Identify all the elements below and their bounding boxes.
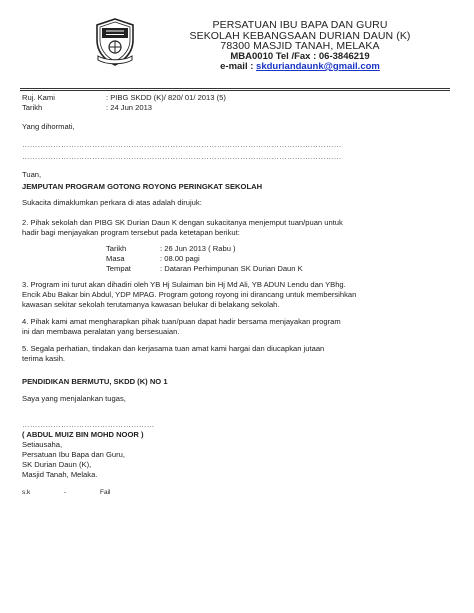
para-5-line-1: 5. Segala perhatian, tindakan dan kerjasama tuan amat kami hargai dan diucapkan jutaan: [22, 344, 325, 353]
cc-value: Fail: [100, 489, 111, 496]
header-divider-top: [20, 88, 450, 89]
detail-value-tempat: : Dataran Perhimpunan SK Durian Daun K: [160, 264, 303, 273]
ref-label: Ruj. Kami: [22, 93, 55, 102]
email-link[interactable]: skduriandaunk@gmail.com: [256, 61, 380, 72]
cc-dash: -: [64, 489, 67, 496]
signer-org-1: Persatuan Ibu Bapa dan Guru,: [22, 450, 126, 459]
detail-label-masa: Masa: [106, 254, 125, 263]
detail-label-tempat: Tempat: [106, 264, 131, 273]
signer-title: Setiausaha,: [22, 440, 63, 449]
para-4-line-2: ini dan membawa peralatan yang bersesuaian.: [22, 327, 180, 336]
para-4-line-1: 4. Pihak kami amat mengharapkan pihak tuan/puan dapat hadir bersama menjayakan program: [22, 317, 341, 326]
subject-line: JEMPUTAN PROGRAM GOTONG ROYONG PERINGKAT SEKOLAH: [22, 182, 263, 191]
detail-label-tarikh: Tarikh: [106, 244, 127, 253]
intro-text: Sukacita dimaklumkan perkara di atas adalah dirujuk:: [22, 198, 202, 207]
contact-line: MBA0010 Tel /Fax : 06-3846219: [230, 50, 370, 62]
signer-org-2: SK Durian Daun (K),: [22, 460, 92, 469]
address-line-1: ……………………………………………………………………………………………………………: [22, 140, 342, 149]
signer-name: ( ABDUL MUIZ BIN MOHD NOOR ): [22, 430, 144, 439]
para-3-line-3: kawasan sekitar sekolah terutamanya kawasan belukar di belakang sekolah.: [22, 300, 280, 309]
detail-value-tarikh: : 26 Jun 2013 ( Rabu ): [160, 244, 236, 253]
org-line-2: SEKOLAH KEBANGSAAN DURIAN DAUN (K): [189, 29, 411, 42]
signer-org-3: Masjid Tanah, Melaka.: [22, 470, 98, 479]
para-5-line-2: terima kasih.: [22, 354, 66, 363]
header-divider-bottom: [20, 90, 450, 91]
org-line-3: 78300 MASJID TANAH, MELAKA: [220, 40, 380, 52]
email-label: e-mail :: [220, 61, 257, 72]
detail-value-masa: : 08.00 pagi: [160, 254, 200, 263]
email-line: [150, 62, 450, 73]
para-3-line-2: Encik Abu Bakar bin Abdul, YDP MPAG. Program gotong royong ini dirancang untuk membersihkan: [22, 290, 357, 299]
closing-text: Saya yang menjalankan tugas,: [22, 394, 126, 403]
signature-line: ……………………………………………: [22, 420, 155, 429]
date-value: : 24 Jun 2013: [106, 103, 153, 112]
org-line-1: PERSATUAN IBU BAPA DAN GURU: [212, 19, 388, 31]
salutation: Yang dihormati,: [22, 122, 75, 131]
motto: PENDIDIKAN BERMUTU, SKDD (K) NO 1: [22, 377, 168, 386]
para-2-line-1: 2. Pihak sekolah dan PIBG SK Durian Daun K dengan sukacitanya menjemput tuan/puan untuk: [22, 218, 343, 227]
school-crest-logo: [94, 18, 136, 66]
address-line-2: ……………………………………………………………………………………………………………: [22, 152, 342, 161]
letterhead: [150, 20, 450, 73]
cc-label: s.k: [22, 489, 31, 496]
para-3-line-1: 3. Program ini turut akan dihadiri oleh YB Hj Sulaiman bin Hj Md Ali, YB ADUN Lendu dan YBhg.: [22, 280, 346, 289]
ref-value: : PIBG SKDD (K)/ 820/ 01/ 2013 (5): [106, 93, 226, 102]
greeting: Tuan,: [22, 170, 42, 179]
date-label: Tarikh: [22, 103, 43, 112]
para-2-line-2: hadir bagi menjayakan program tersebut pada ketetapan berikut:: [22, 228, 240, 237]
